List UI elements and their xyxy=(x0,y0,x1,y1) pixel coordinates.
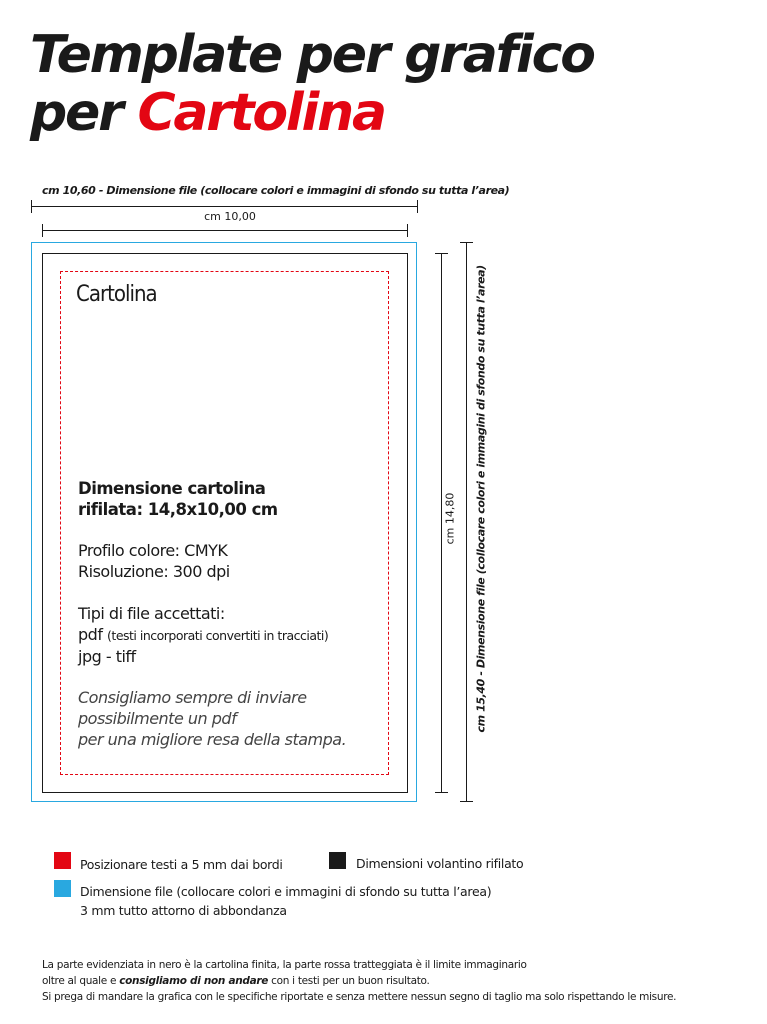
legend-blue-swatch xyxy=(54,880,71,897)
legend-black-swatch xyxy=(329,852,346,869)
file-height-line xyxy=(466,242,467,802)
title-line2-prefix: per xyxy=(30,83,138,143)
footer-line3: Si prega di mandare la grafica con le specifiche riportate e senza mettere nessun segno di taglio ma solo rispettando le misure. xyxy=(42,991,677,1003)
advice-line3: per una migliore resa della stampa. xyxy=(78,730,347,749)
trim-width-line xyxy=(42,230,408,231)
advice-line2: possibilmente un pdf xyxy=(78,709,237,728)
trim-height-label: cm 14,80 xyxy=(443,492,457,545)
pdf-label: pdf xyxy=(78,625,103,644)
file-width-tick-left xyxy=(31,200,32,213)
card-size-line1: Dimensione cartolina xyxy=(78,479,266,498)
file-height-label: cm 15,40 - Dimensione file (collocare colori e immagini di sfondo su tutta l’area) xyxy=(474,265,488,733)
footer-line2-suffix: con i testi per un buon risultato. xyxy=(268,975,430,987)
footer-line1: La parte evidenziata in nero è la cartolina finita, la parte rossa tratteggiata è il limite immaginario xyxy=(42,959,527,971)
pdf-note: (testi incorporati convertiti in tracciati) xyxy=(107,628,329,643)
file-types-label: Tipi di file accettati: xyxy=(78,604,225,623)
card-specs xyxy=(78,540,388,582)
legend-blue-line2: 3 mm tutto attorno di abbondanza xyxy=(80,903,287,918)
advice-text xyxy=(78,687,388,750)
file-width-label: cm 10,60 - Dimensione file (collocare colori e immagini di sfondo su tutta l’area) xyxy=(42,184,510,197)
other-file-types: jpg - tiff xyxy=(78,647,136,666)
title-line1: Template per grafico xyxy=(30,25,594,85)
card-size-line2: rifilata: 14,8x10,00 cm xyxy=(78,500,278,519)
trim-height-line xyxy=(441,253,442,793)
pdf-line xyxy=(78,624,388,646)
legend-blue-line1: Dimensione file (collocare colori e immagini di sfondo su tutta l’area) xyxy=(80,884,492,899)
trim-height-tick-bottom xyxy=(435,792,448,793)
legend-black-label: Dimensioni volantino rifilato xyxy=(356,856,524,871)
footer-notes xyxy=(42,957,676,1005)
file-height-tick-bottom xyxy=(460,801,473,802)
page-title xyxy=(30,26,594,142)
file-types xyxy=(78,603,388,667)
file-width-tick-right xyxy=(417,200,418,213)
legend-red-swatch xyxy=(54,852,71,869)
card-size-text xyxy=(78,478,388,520)
footer-line2-prefix: oltre al quale e xyxy=(42,975,120,987)
resolution-text: Risoluzione: 300 dpi xyxy=(78,562,230,581)
footer-line2-emphasis: consigliamo di non andare xyxy=(119,975,269,987)
trim-width-label: cm 10,00 xyxy=(180,210,280,223)
file-width-line xyxy=(31,206,418,207)
file-height-tick-top xyxy=(460,242,473,243)
card-name: Cartolina xyxy=(76,282,157,307)
trim-width-tick-left xyxy=(42,224,43,237)
advice-line1: Consigliamo sempre di inviare xyxy=(78,688,307,707)
trim-height-tick-top xyxy=(435,253,448,254)
footer-line2 xyxy=(42,973,676,989)
color-profile-text: Profilo colore: CMYK xyxy=(78,541,228,560)
legend-blue-label xyxy=(80,882,491,920)
trim-width-tick-right xyxy=(407,224,408,237)
title-accent: Cartolina xyxy=(137,83,385,143)
legend-red-label: Posizionare testi a 5 mm dai bordi xyxy=(80,857,283,872)
